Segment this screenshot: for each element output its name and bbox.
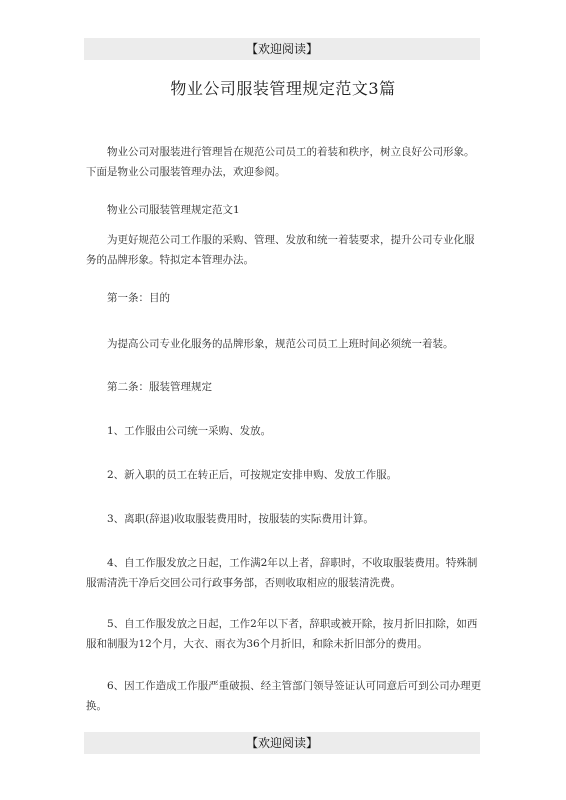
top-banner-label: 【欢迎阅读】 <box>245 42 318 56</box>
bottom-banner <box>84 732 480 754</box>
top-banner <box>84 38 480 60</box>
rule-3: 3、离职(辞退)收取服装费用时，按服装的实际费用计算。 <box>107 513 374 525</box>
bottom-banner-label: 【欢迎阅读】 <box>245 736 318 750</box>
rule-6: 6、因工作造成工作服严重破损、经主管部门领导签证认可同意后可到公司办理更换。 <box>86 680 482 712</box>
article-2-heading: 第二条：服装管理规定 <box>107 381 212 393</box>
purpose-paragraph: 为更好规范公司工作服的采购、管理、发放和统一着装要求，提升公司专业化服务的品牌形象。特拟定本管理办法。 <box>86 234 475 266</box>
document-title: 物业公司服装管理规定范文3篇 <box>170 79 396 98</box>
rule-2: 2、新入职的员工在转正后，可按规定安排申购、发放工作服。 <box>107 469 398 481</box>
article-1-heading: 第一条：目的 <box>107 292 170 304</box>
rule-5: 5、自工作服发放之日起，工作2年以下者，辞职或被开除，按月折旧扣除，如西服和制服为12个月，大衣、雨衣为36个月折旧，和除未折旧部分的费用。 <box>86 618 478 650</box>
section-heading-sample-1: 物业公司服装管理规定范文1 <box>107 204 240 216</box>
rule-4: 4、自工作服发放之日起，工作满2年以上者，辞职时，不收取服装费用。特殊制服需清洗干净后交回公司行政事务部，否则收取相应的服装清洗费。 <box>86 557 478 589</box>
rule-1: 1、工作服由公司统一采购、发放。 <box>107 425 272 437</box>
intro-paragraph: 物业公司对服装进行管理旨在规范公司员工的着装和秩序，树立良好公司形象。下面是物业公司服装管理办法，欢迎参阅。 <box>86 146 475 178</box>
article-1-body: 为提高公司专业化服务的品牌形象，规范公司员工上班时间必须统一着装。 <box>107 338 454 350</box>
